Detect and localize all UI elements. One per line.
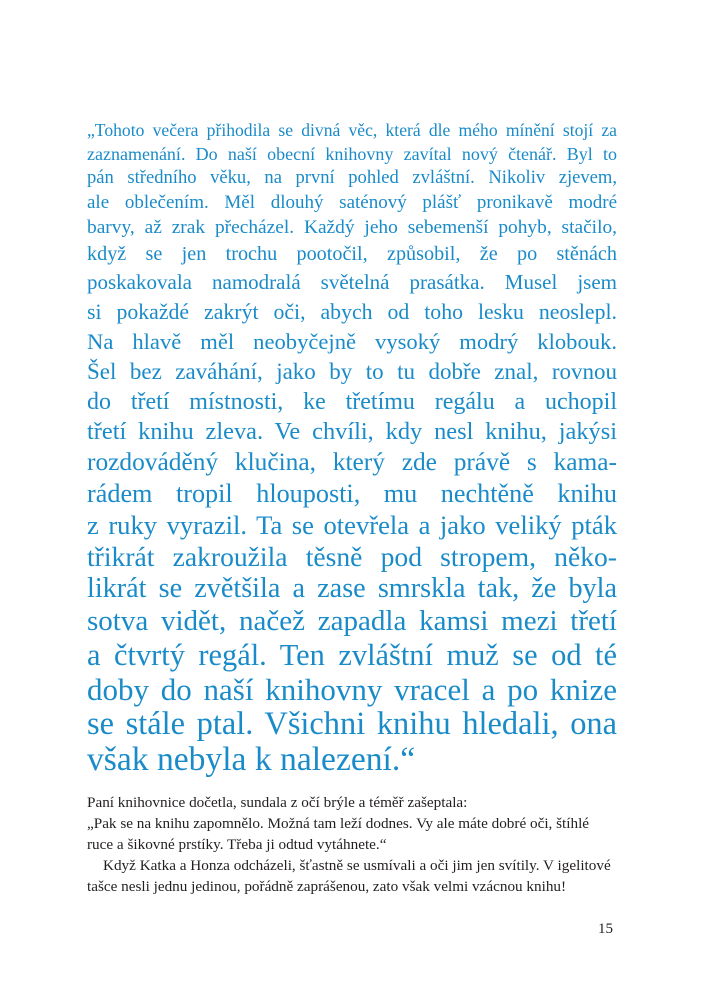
quote-line: rádem tropil hlouposti, mu nechtěně knihu (87, 479, 617, 508)
quote-line: se stále ptal. Všichni knihu hledali, ona (87, 706, 617, 742)
quote-line: poskakovala namodralá světelná prasátka. Musel jsem (87, 270, 617, 294)
quote-line: zaznamenání. Do naší obecní knihovny zavítal nový čtenář. Byl to (87, 144, 618, 164)
quote-line: doby do naší knihovny vracel a po knize (87, 672, 617, 707)
narration-line: ruce a šikovné prstíky. Třeba ji odtud vytáhnete.“ (87, 836, 387, 853)
quote-line: „Tohoto večera přihodila se divná věc, která dle mého mínění stojí za (87, 120, 617, 140)
quote-line: si pokaždé zakrýt oči, abych od toho lesku neoslepl. (87, 300, 617, 324)
quote-line: likrát se zvětšila a zase smrskla tak, že byla (87, 573, 617, 604)
quote-line: třetí knihu zleva. Ve chvíli, kdy nesl knihu, jakýsi (87, 418, 617, 445)
quote-line: sotva vidět, načež zapadla kamsi mezi třetí (87, 605, 617, 637)
quote-line-last: však nebyla k nalezení.“ (87, 741, 416, 778)
quote-line: třikrát zakroužila těsně pod stropem, něko- (87, 541, 617, 572)
quote-line: Na hlavě měl neobyčejně vysoký modrý klobouk. (87, 329, 617, 354)
quote-line: ale oblečením. Měl dlouhý saténový plášť pronikavě modré (87, 192, 618, 213)
quote-line: do třetí místnosti, ke třetímu regálu a uchopil (87, 389, 617, 415)
narration-block (87, 792, 617, 897)
quote-line: Šel bez zaváhání, jako by to tu dobře znal, rovnou (87, 359, 617, 384)
narration-line: Když Katka a Honza odcházeli, šťastně se usmívali a oči jim jen svítily. V igelitové (103, 857, 611, 874)
narration-line: „Pak se na knihu zapomnělo. Možná tam leží dodnes. Vy ale máte dobré oči, štíhlé (87, 815, 590, 832)
quote-line: z ruky vyrazil. Ta se otevřela a jako veliký pták (87, 510, 617, 540)
quote-line: když se jen trochu pootočil, způsobil, že po stěnách (87, 243, 617, 265)
quote-line: a čtvrtý regál. Ten zvláštní muž se od té (87, 638, 617, 672)
quote-line: barvy, až zrak přecházel. Každý jeho sebemenší pohyb, stačilo, (87, 217, 618, 238)
narration-line: Paní knihovnice dočetla, sundala z očí brýle a téměř zašeptala: (87, 794, 468, 811)
quote-line: rozdováděný klučina, který zde právě s kama- (87, 448, 617, 476)
quote-line: pán středního věku, na první pohled zvláštní. Nikoliv zjevem, (87, 167, 618, 188)
narration-line: tašce nesli jednu jedinou, pořádně zaprášenou, zato však velmi vzácnou knihu! (87, 878, 567, 895)
story-quote-block (87, 118, 617, 778)
page-number: 15 (598, 921, 613, 937)
